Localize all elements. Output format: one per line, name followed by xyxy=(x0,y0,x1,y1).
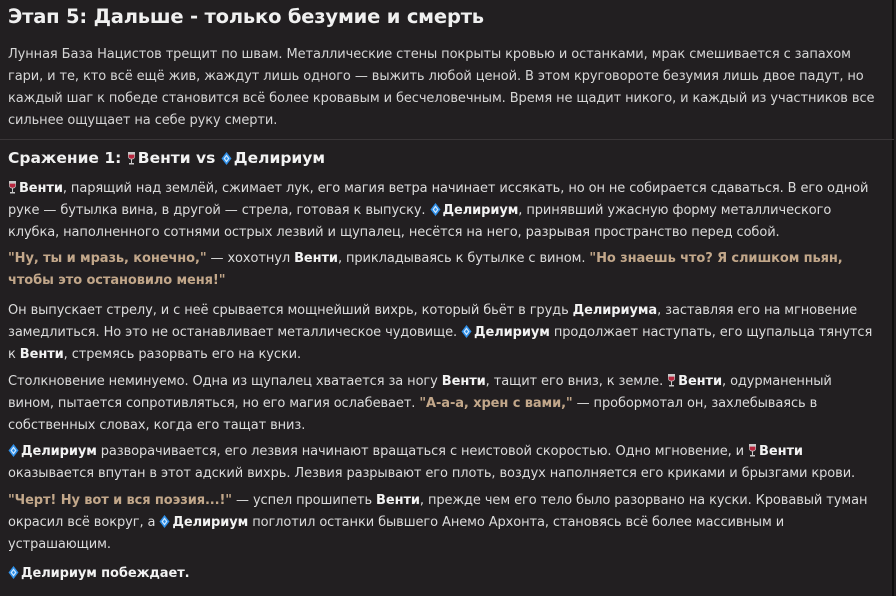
dialogue-quote: "Черт! Ну вот и вся поэзия...!" xyxy=(8,493,232,508)
story-text: — успел прошипеть xyxy=(231,493,377,508)
hydro-gem-icon xyxy=(430,202,441,215)
page-title: Этап 5: Дальше - только безумие и смерть xyxy=(8,5,484,28)
battle-prefix: Сражение 1: xyxy=(8,149,122,167)
story-paragraph-3 xyxy=(8,300,880,366)
character-name: Венти xyxy=(759,444,803,459)
dialogue-quote: "А-а-а, хрен с вами," xyxy=(419,396,573,411)
fighter-1-name: Венти xyxy=(137,149,191,167)
character-name: Венти xyxy=(19,347,64,362)
hydro-gem-icon xyxy=(159,514,170,527)
section-divider xyxy=(0,139,894,140)
battle-heading xyxy=(8,149,325,167)
wine-glass-icon xyxy=(667,373,676,386)
story-text: — пробормотал он, захлебываясь в собственных словах, когда его тащат вниз. xyxy=(8,396,818,433)
story-text: продолжает наступать, его щупальца тянутся к xyxy=(8,325,873,362)
character-name: Венти xyxy=(376,493,420,508)
wine-glass-icon xyxy=(127,151,136,164)
dialogue-quote: "Ну, ты и мразь, конечно," xyxy=(8,251,207,266)
story-text: , тащит его вниз, к земле. xyxy=(485,374,668,389)
hydro-gem-icon xyxy=(221,151,232,164)
story-text: , одурманенный вином, пытается сопротивляться, но его магия ослабевает. xyxy=(8,374,832,411)
character-name: Венти xyxy=(19,181,63,196)
character-name: Делириум xyxy=(172,515,249,530)
battle-result xyxy=(8,563,880,585)
story-text: , прикладываясь к бутылке с вином. xyxy=(337,251,590,266)
story-text: , стремясь разорвать его на куски. xyxy=(63,347,302,362)
story-paragraph-2 xyxy=(8,248,880,292)
character-name: Делириума xyxy=(572,303,658,318)
intro-paragraph: Лунная База Нацистов трещит по швам. Металлические стены покрыты кровью и останками, мрак смешивается с запахом гари, и те, кто всё ещё жив, жаждут лишь одного — выжить любой ценой. В этом круговороте безумия лишь двое падут, но каждый шаг к победе становится всё более кровавым и бесчеловечным. Время не щадит никого, и каждый из участников все сильнее ощущает на себе руку смерти. xyxy=(8,47,875,128)
character-name: Делириум xyxy=(21,444,97,459)
story-text: оказывается впутан в этот адский вихрь. Лезвия разрывают его плоть, воздух наполняется его криками и брызгами крови. xyxy=(8,466,856,481)
story-paragraph-4 xyxy=(8,371,880,437)
character-name: Венти xyxy=(441,374,486,389)
hydro-gem-icon xyxy=(8,443,19,456)
story-paragraph-1 xyxy=(8,178,880,244)
dialogue-quote: "Но знаешь что? Я слишком пьян, чтобы это остановило меня!" xyxy=(8,251,843,288)
story-text: — хохотнул xyxy=(206,251,295,266)
character-name: Делириум xyxy=(474,325,550,340)
story-paragraph-6 xyxy=(8,490,880,556)
story-text: , прежде чем его тело было разорвано на куски. Кровавый туман окрасил всё вокруг, а xyxy=(8,493,868,530)
character-name: Венти xyxy=(678,374,722,389)
winner-text: Делириум побеждает. xyxy=(21,566,190,581)
character-name: Делириум xyxy=(442,203,519,218)
story-text: поглотил останки бывшего Анемо Архонта, становясь всё более массивным и устрашающим. xyxy=(8,515,785,552)
story-text: , заставляя его на мгновение замедлиться. Но это не останавливает металлическое чудовище. xyxy=(8,303,858,340)
character-name: Венти xyxy=(294,251,338,266)
hydro-gem-icon xyxy=(8,565,19,578)
wine-glass-icon xyxy=(8,180,17,193)
vs-label: vs xyxy=(196,149,216,167)
story-text: разворачивается, его лезвия начинают вращаться с неистовой скоростью. Одно мгновение, и xyxy=(96,444,749,459)
story-text: Он выпускает стрелу, и с неё срывается мощнейший вихрь, который бьёт в грудь xyxy=(8,303,573,318)
wine-glass-icon xyxy=(748,443,757,456)
hydro-gem-icon xyxy=(461,324,472,337)
story-text: , парящий над землёй, сжимает лук, его магия ветра начинает иссякать, но он не собирается сдаваться. В его одной руке — бутылка вина, в другой — стрела, готовая к выпуску. xyxy=(8,181,869,218)
story-text: , принявший ужасную форму металлического клубка, наполненного сотнями острых лезвий и щупалец, несётся на него, разрывая пространство перед собой. xyxy=(8,203,832,240)
story-paragraph-5 xyxy=(8,441,880,485)
story-text: Столкновение неминуемо. Одна из щупалец хватается за ногу xyxy=(8,374,442,389)
fighter-2-name: Делириум xyxy=(233,149,326,167)
